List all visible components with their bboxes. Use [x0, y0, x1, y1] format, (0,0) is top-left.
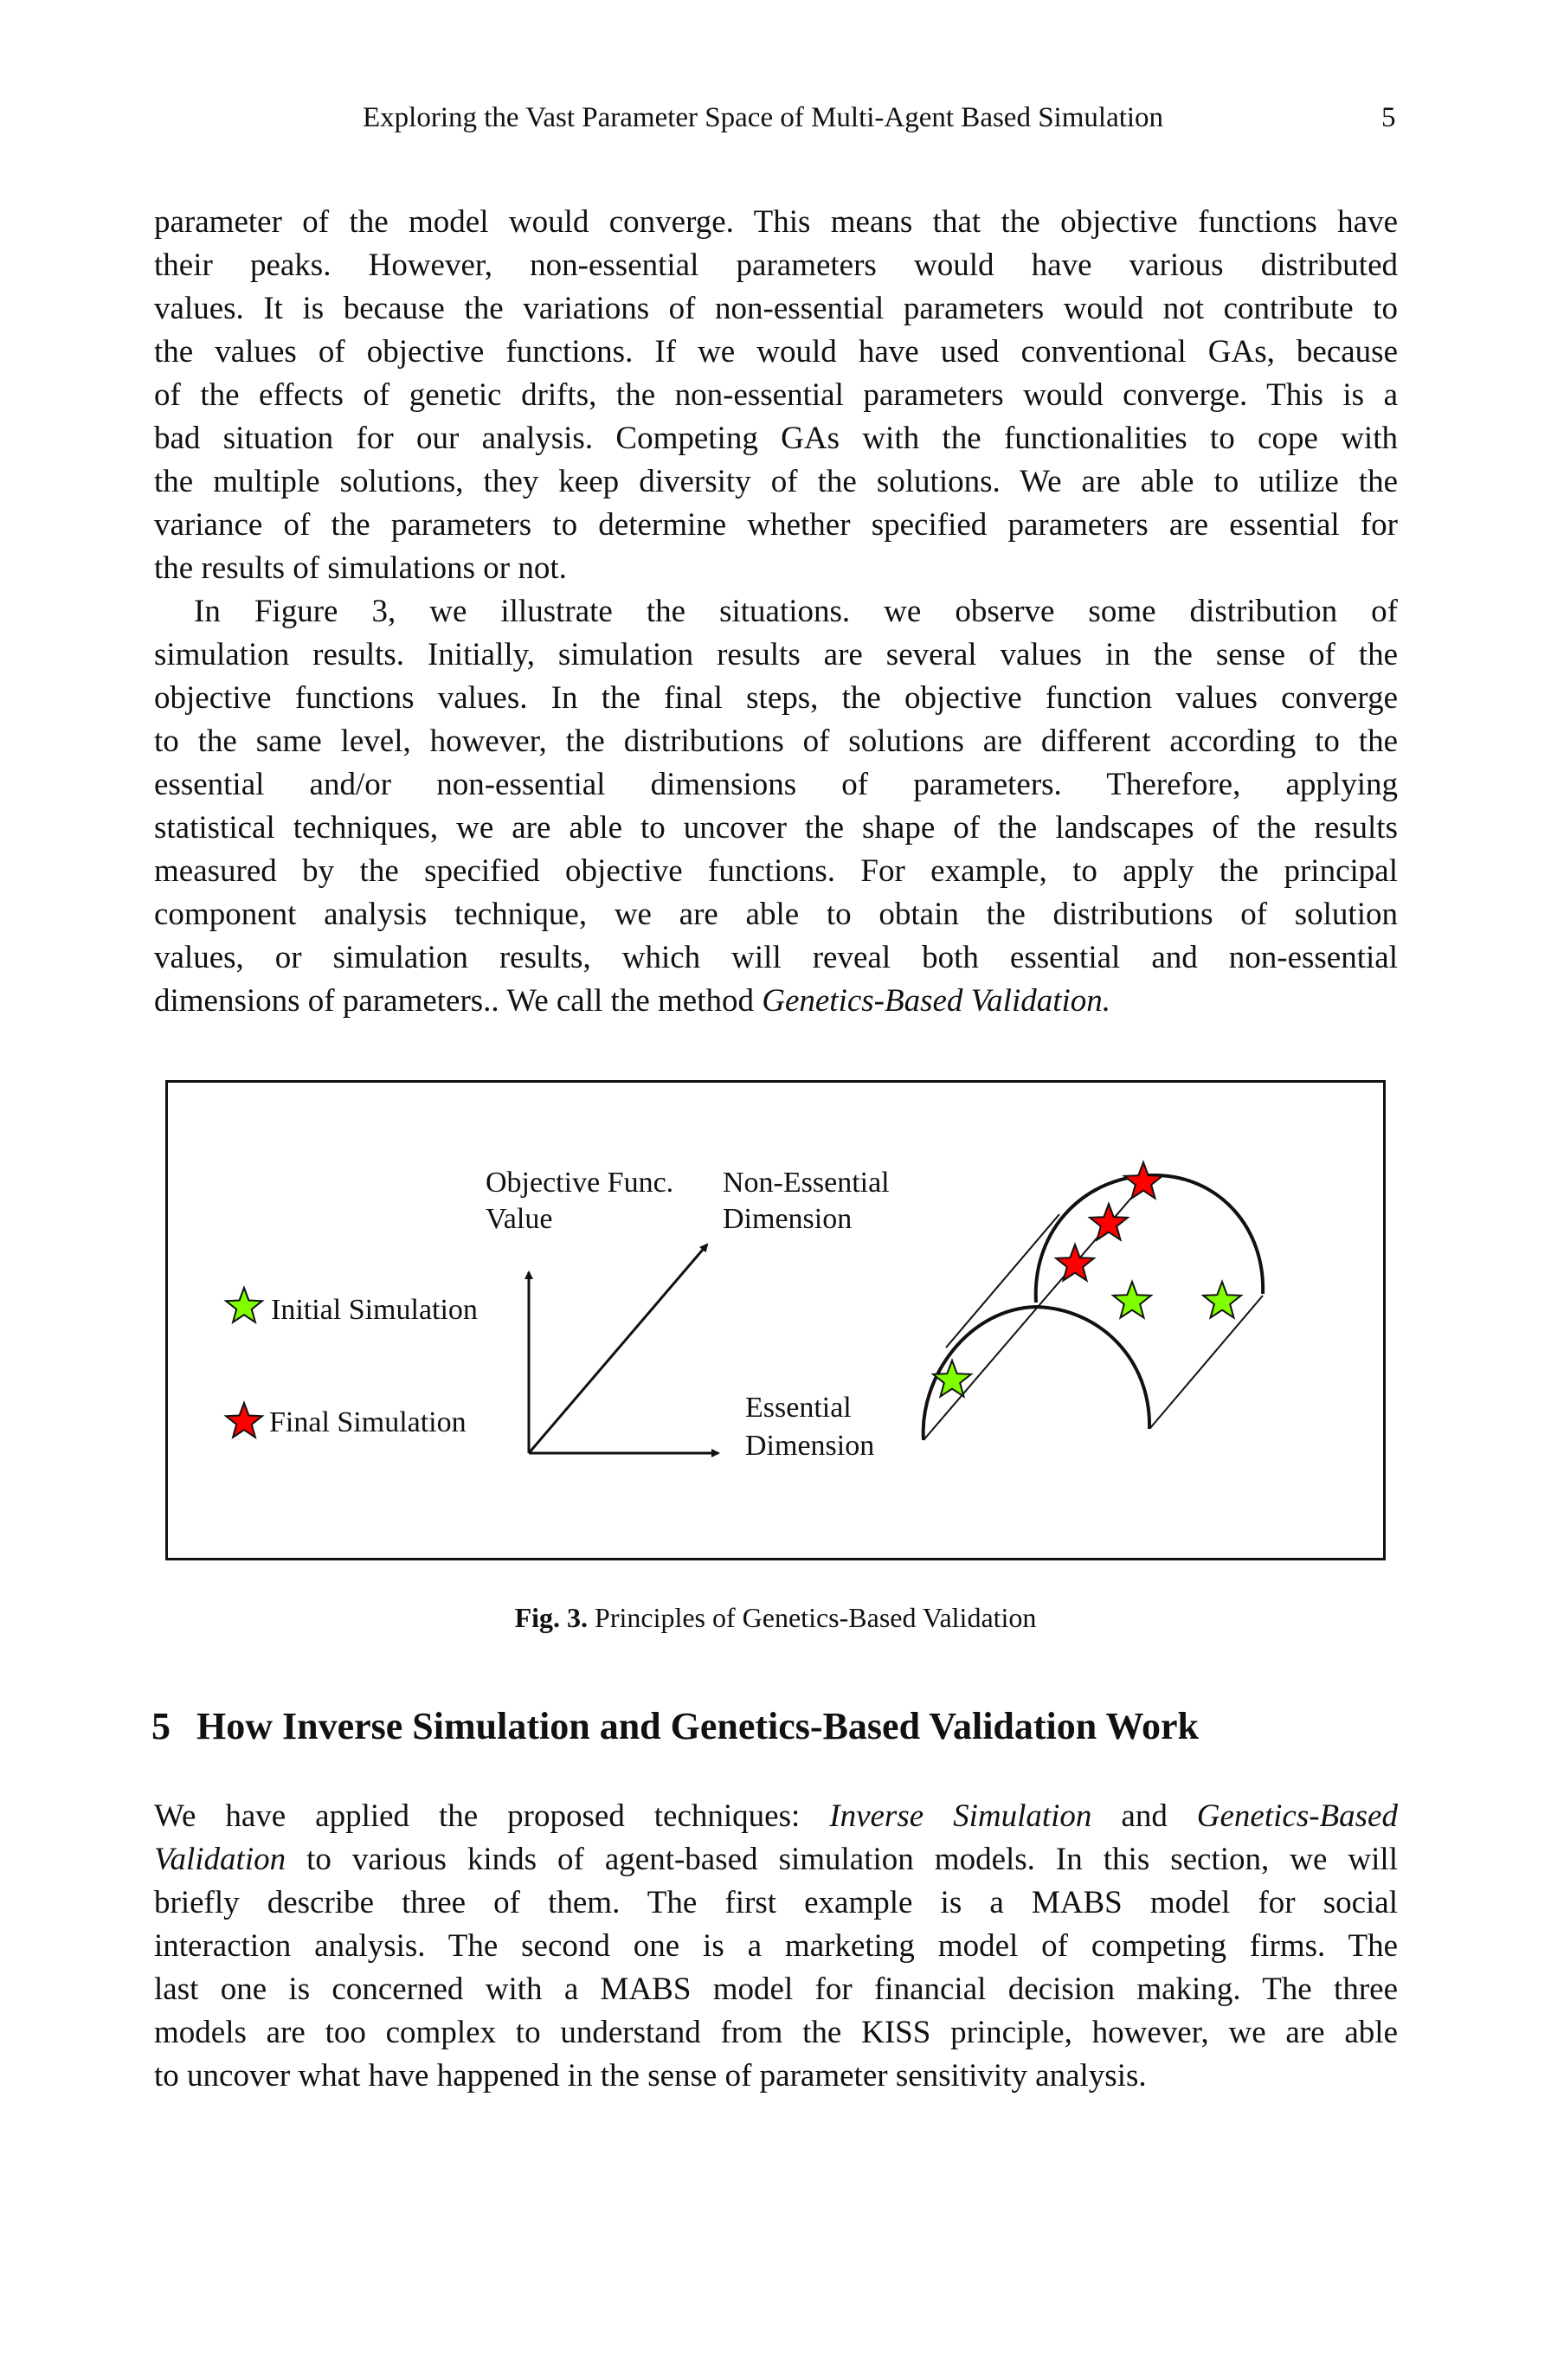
- emphasis-text: Validation: [154, 1842, 286, 1877]
- text-span: and: [1091, 1798, 1197, 1834]
- final-star-icon: [1056, 1245, 1094, 1281]
- text-span: briefly describe three of them. The first example is a MABS model for social: [154, 1885, 1398, 1920]
- legend-final-label: Final Simulation: [269, 1406, 467, 1438]
- text-span: to the same level, however, the distributions of solutions are different according to the: [154, 724, 1398, 759]
- essential-axis-label-1: Essential: [745, 1392, 852, 1424]
- text-span: last one is concerned with a MABS model for financial decision making. The three: [154, 1972, 1398, 2007]
- final-star-icon: [226, 1403, 262, 1438]
- text-line: [154, 1925, 1398, 1968]
- text-span: bad situation for our analysis. Competing GAs with the functionalities to cope with: [154, 421, 1398, 456]
- text-span: statistical techniques, we are able to uncover the shape of the landscapes of the results: [154, 810, 1398, 846]
- initial-star-icon: [1113, 1282, 1151, 1318]
- text-span: interaction analysis. The second one is a marketing model of competing firms. The: [154, 1928, 1398, 1964]
- text-span: parameter of the model would converge. This means that the objective functions have: [154, 204, 1398, 240]
- text-line: [154, 2011, 1398, 2055]
- text-line: [154, 2055, 1398, 2098]
- figure-caption-label: Fig. 3.: [514, 1602, 589, 1633]
- text-span: models are too complex to understand from the KISS principle, however, we are able: [154, 2015, 1398, 2050]
- final-star-3: [1124, 1162, 1162, 1199]
- text-span: values. It is because the variations of non-essential parameters would not contribute to: [154, 291, 1398, 326]
- text-span: their peaks. However, non-essential parameters would have various distributed: [154, 248, 1398, 283]
- text-span: measured by the specified objective functions. For example, to apply the principal: [154, 853, 1398, 889]
- text-span: to various kinds of agent-based simulation models. In this section, we will: [286, 1842, 1398, 1877]
- text-span: We have applied the proposed techniques:: [154, 1798, 830, 1834]
- page-number: 5: [1381, 102, 1396, 133]
- text-span: component analysis technique, we are able to obtain the distributions of solution: [154, 897, 1398, 932]
- objective-axis-label-1: Objective Func.: [486, 1167, 674, 1199]
- text-line: [154, 1968, 1398, 2011]
- legend-initial-star-icon: [226, 1288, 262, 1322]
- initial-star-3: [1203, 1282, 1241, 1318]
- text-span: In Figure 3, we illustrate the situations. we observe some distribution of: [194, 594, 1398, 629]
- section-number: 5: [151, 1705, 171, 1747]
- text-span: essential and/or non-essential dimensions of parameters. Therefore, applying: [154, 767, 1398, 802]
- right-edge-line: [1150, 1296, 1263, 1428]
- emphasis-text: Genetics-Based Validation.: [762, 983, 1111, 1019]
- emphasis-text: Genetics-Based: [1196, 1798, 1398, 1834]
- landscape-surface: [924, 1175, 1263, 1440]
- initial-star-icon: [1203, 1282, 1241, 1318]
- side-line: [946, 1214, 1059, 1348]
- initial-star-icon: [226, 1288, 262, 1322]
- text-span: of the effects of genetic drifts, the non-essential parameters would converge. This is a: [154, 377, 1398, 413]
- legend-initial-label: Initial Simulation: [271, 1294, 478, 1326]
- text-span: the results of simulations or not.: [154, 550, 567, 586]
- figure-caption: [515, 1602, 1037, 1633]
- final-star-1: [1056, 1245, 1094, 1281]
- legend-final-star-icon: [226, 1403, 262, 1438]
- text-span: variance of the parameters to determine whether specified parameters are essential for: [154, 507, 1398, 543]
- text-span: objective functions values. In the final steps, the objective function values converge: [154, 680, 1398, 716]
- text-span: the multiple solutions, they keep diversity of the solutions. We are able to utilize the: [154, 464, 1398, 499]
- emphasis-text: Inverse Simulation: [829, 1798, 1092, 1834]
- initial-star-2: [1113, 1282, 1151, 1318]
- surface-stars: [933, 1162, 1241, 1397]
- figure-caption-text: Principles of Genetics-Based Validation: [588, 1602, 1037, 1633]
- text-span: values, or simulation results, which will reveal both essential and non-essential: [154, 940, 1398, 975]
- text-span: simulation results. Initially, simulation results are several values in the sense of the: [154, 637, 1398, 672]
- nonessential-axis: [529, 1245, 707, 1453]
- text-span: the values of objective functions. If we would have used conventional GAs, because: [154, 334, 1398, 370]
- nonessential-axis-label-2: Dimension: [723, 1203, 853, 1235]
- text-line: [154, 1795, 1398, 1838]
- text-span: dimensions of parameters.. We call the method: [154, 983, 763, 1019]
- text-line: [154, 1838, 1398, 1881]
- text-span: to uncover what have happened in the sense of parameter sensitivity analysis.: [154, 2058, 1147, 2094]
- final-star-icon: [1124, 1162, 1162, 1199]
- essential-axis-label-2: Dimension: [745, 1430, 875, 1462]
- section-title: How Inverse Simulation and Genetics-Based Validation Work: [196, 1705, 1200, 1747]
- nonessential-axis-label-1: Non-Essential: [723, 1167, 890, 1199]
- objective-axis-label-2: Value: [486, 1203, 553, 1235]
- section-heading: [151, 1702, 1199, 1751]
- text-line: [154, 1881, 1398, 1925]
- running-head-title: Exploring the Vast Parameter Space of Multi-Agent Based Simulation: [363, 102, 1164, 133]
